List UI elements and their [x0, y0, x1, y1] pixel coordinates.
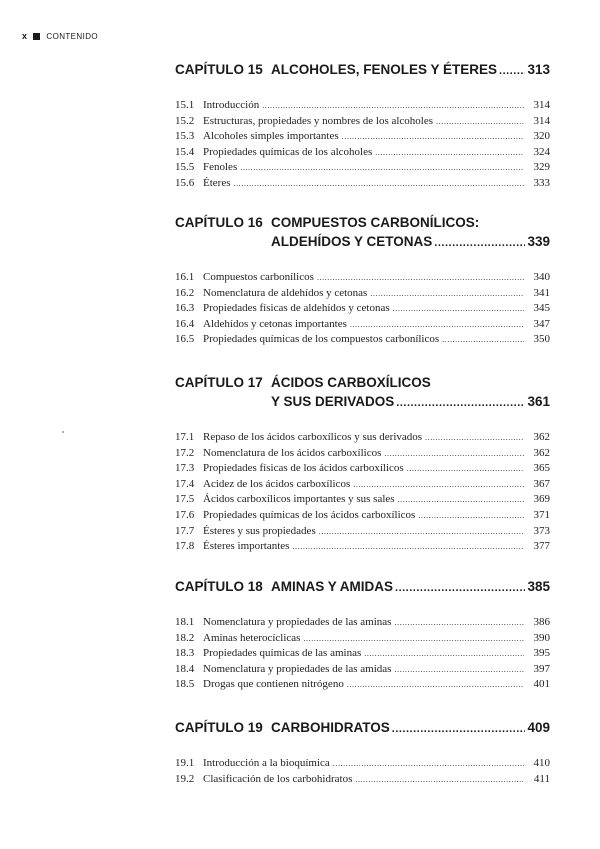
section-number: 16.1 [175, 271, 195, 283]
section-title: Drogas que contienen nitrógeno [203, 678, 344, 691]
dot-leader [355, 772, 524, 788]
toc-entry[interactable] [175, 477, 550, 493]
section-title: Aminas heterocíclicas [203, 631, 301, 644]
section-title: Éteres [203, 176, 231, 189]
section-title: Propiedades químicas de las aminas [203, 647, 362, 660]
section-number: 16.5 [175, 333, 195, 346]
dot-leader [364, 646, 524, 662]
section-number: 15.1 [175, 99, 195, 111]
section-title: Introducción a la bioquímica [203, 757, 330, 769]
toc-entry[interactable] [175, 492, 550, 508]
section-title: Nomenclatura de aldehídos y cetonas [203, 286, 368, 299]
toc-entry[interactable] [175, 430, 550, 446]
section-title: Propiedades químicas de los alcoholes [203, 145, 373, 158]
chapter-page: 339 [527, 234, 550, 249]
dot-leader [370, 286, 524, 302]
chapter-title: COMPUESTOS CARBONÍLICOS: [271, 215, 480, 230]
toc-entry[interactable] [175, 160, 550, 176]
toc-entry[interactable] [175, 129, 550, 145]
section-title: Aldehídos y cetonas importantes [203, 317, 347, 330]
section-page: 397 [533, 662, 550, 675]
section-page: 386 [533, 616, 550, 628]
dot-leader [499, 62, 525, 81]
dot-leader [396, 394, 525, 413]
section-number: 18.1 [175, 616, 195, 628]
chapter-number: CAPÍTULO 19 [175, 720, 263, 735]
dot-leader [375, 145, 524, 161]
section-page: 390 [533, 631, 550, 644]
section-page: 320 [533, 130, 550, 143]
chapter-page: 361 [527, 394, 550, 409]
section-page: 329 [533, 161, 550, 174]
section-title: Introducción [203, 99, 260, 111]
section-number: 16.3 [175, 302, 195, 315]
chapter-number: CAPÍTULO 16 [175, 215, 263, 230]
page-speck [62, 431, 64, 433]
dot-leader [233, 176, 524, 192]
running-header [22, 31, 98, 41]
section-number: 15.4 [175, 145, 195, 158]
section-page: 395 [533, 647, 550, 660]
dot-leader [292, 539, 524, 555]
chapter-heading [175, 718, 550, 739]
toc-entry[interactable] [175, 677, 550, 693]
section-page: 365 [533, 462, 550, 475]
dot-leader [434, 234, 525, 253]
section-title: Nomenclatura y propiedades de las aminas [203, 616, 392, 628]
toc-entry[interactable] [175, 539, 550, 555]
section-number: 17.4 [175, 477, 195, 490]
toc-entry[interactable] [175, 332, 550, 348]
section-number: 15.3 [175, 130, 195, 143]
chapter-page: 313 [527, 62, 550, 77]
section-number: 18.5 [175, 678, 195, 691]
toc-entry[interactable] [175, 756, 550, 772]
toc-entry[interactable] [175, 631, 550, 647]
section-page: 401 [533, 678, 550, 691]
square-bullet-icon [33, 33, 40, 40]
section-number: 17.2 [175, 446, 195, 459]
toc-entry[interactable] [175, 646, 550, 662]
section-list [175, 98, 550, 192]
toc-entry[interactable] [175, 524, 550, 540]
chapter-heading [175, 373, 550, 413]
dot-leader [317, 270, 524, 286]
chapter-title-line-2: ALDEHÍDOS Y CETONAS [271, 234, 433, 249]
toc-entry[interactable] [175, 98, 550, 114]
chapter-page: 409 [527, 720, 550, 735]
section-title: Propiedades físicas de aldehídos y cetonas [203, 302, 390, 315]
section-page: 340 [533, 271, 550, 283]
dot-leader [353, 477, 524, 493]
section-page: 362 [533, 431, 550, 443]
chapter-number: CAPÍTULO 15 [175, 62, 263, 77]
section-title: Alcoholes simples importantes [203, 130, 339, 143]
chapter-18 [175, 577, 550, 693]
toc-entry[interactable] [175, 114, 550, 130]
chapter-title: ALCOHOLES, FENOLES Y ÉTERES [271, 62, 498, 77]
section-number: 16.4 [175, 317, 195, 330]
chapter-19 [175, 718, 550, 787]
toc-entry[interactable] [175, 270, 550, 286]
section-title: Nomenclatura y propiedades de las amidas [203, 662, 392, 675]
dot-leader [350, 317, 524, 333]
dot-leader [262, 98, 524, 114]
dot-leader [398, 492, 524, 508]
section-number: 15.2 [175, 114, 195, 127]
chapter-title: ÁCIDOS CARBOXÍLICOS [271, 375, 431, 390]
chapter-title: AMINAS Y AMIDAS [271, 579, 394, 594]
dot-leader [347, 677, 524, 693]
dot-leader [384, 446, 524, 462]
section-number: 17.6 [175, 508, 195, 521]
dot-leader [333, 756, 524, 772]
section-page: 373 [533, 524, 550, 537]
header-section: CONTENIDO [46, 31, 99, 41]
toc-entry[interactable] [175, 662, 550, 678]
toc-entry[interactable] [175, 145, 550, 161]
dot-leader [407, 461, 524, 477]
section-page: 333 [533, 176, 550, 189]
dot-leader [442, 332, 524, 348]
dot-leader [319, 524, 524, 540]
section-page: 362 [533, 446, 550, 459]
section-title: Ésteres y sus propiedades [203, 524, 316, 537]
section-number: 19.2 [175, 772, 195, 785]
toc-entry[interactable] [175, 301, 550, 317]
dot-leader [393, 301, 524, 317]
chapter-number: CAPÍTULO 18 [175, 579, 263, 594]
section-title: Nomenclatura de los ácidos carboxílicos [203, 446, 382, 459]
dot-leader [395, 579, 525, 598]
section-number: 16.2 [175, 286, 195, 299]
toc-entry[interactable] [175, 176, 550, 192]
dot-leader [303, 631, 524, 647]
section-page: 350 [533, 333, 550, 346]
section-number: 17.8 [175, 540, 195, 553]
dot-leader [240, 160, 524, 176]
section-page: 314 [533, 114, 550, 127]
chapter-heading [175, 60, 550, 81]
section-number: 15.6 [175, 176, 195, 189]
section-list [175, 270, 550, 348]
section-number: 15.5 [175, 161, 195, 174]
section-title: Ácidos carboxílicos importantes y sus sales [203, 493, 395, 506]
section-title: Fenoles [203, 161, 238, 174]
chapter-title-line-2: Y SUS DERIVADOS [271, 394, 395, 409]
section-title: Propiedades químicas de los ácidos carboxílicos [203, 508, 416, 521]
toc-entry[interactable] [175, 446, 550, 462]
section-number: 17.5 [175, 493, 195, 506]
section-page: 324 [533, 145, 550, 158]
dot-leader [436, 114, 524, 130]
chapter-16 [175, 213, 550, 348]
toc-entry[interactable] [175, 772, 550, 788]
chapter-heading [175, 577, 550, 598]
section-list [175, 615, 550, 693]
toc-entry[interactable] [175, 461, 550, 477]
dot-leader [392, 720, 526, 739]
section-list [175, 430, 550, 555]
section-title: Compuestos carbonílicos [203, 271, 314, 283]
section-page: 347 [533, 317, 550, 330]
toc-entry[interactable] [175, 508, 550, 524]
dot-leader [394, 615, 524, 631]
section-page: 377 [533, 540, 550, 553]
section-number: 18.4 [175, 662, 195, 675]
chapter-number: CAPÍTULO 17 [175, 375, 263, 390]
section-page: 411 [533, 772, 550, 785]
section-title: Repaso de los ácidos carboxílicos y sus derivados [203, 431, 423, 443]
section-number: 17.7 [175, 524, 195, 537]
section-title: Estructuras, propiedades y nombres de los alcoholes [203, 114, 434, 127]
section-page: 341 [533, 286, 550, 299]
section-title: Clasificación de los carbohidratos [203, 772, 353, 785]
section-page: 345 [533, 302, 550, 315]
section-number: 17.1 [175, 431, 195, 443]
section-number: 18.3 [175, 647, 195, 660]
chapter-heading [175, 213, 550, 253]
section-number: 19.1 [175, 757, 195, 769]
toc-entry[interactable] [175, 286, 550, 302]
dot-leader [394, 662, 524, 678]
chapter-page: 385 [527, 579, 550, 594]
toc-entry[interactable] [175, 615, 550, 631]
toc-entry[interactable] [175, 317, 550, 333]
section-title: Propiedades químicas de los compuestos carbonílicos [203, 333, 440, 346]
section-title: Ésteres importantes [203, 540, 290, 553]
section-page: 314 [533, 99, 550, 111]
section-page: 410 [533, 757, 550, 769]
section-number: 18.2 [175, 631, 195, 644]
section-number: 17.3 [175, 462, 195, 475]
header-mark: x [22, 31, 28, 41]
section-title: Acidez de los ácidos carboxílicos [203, 477, 351, 490]
section-title: Propiedades físicas de los ácidos carboxílicos [203, 462, 404, 475]
dot-leader [342, 129, 524, 145]
chapter-17 [175, 373, 550, 555]
chapter-title: CARBOHIDRATOS [271, 720, 390, 735]
dot-leader [418, 508, 524, 524]
dot-leader [425, 430, 524, 446]
chapter-15 [175, 60, 550, 192]
section-page: 369 [533, 493, 550, 506]
section-page: 371 [533, 508, 550, 521]
section-list [175, 756, 550, 787]
section-page: 367 [533, 477, 550, 490]
